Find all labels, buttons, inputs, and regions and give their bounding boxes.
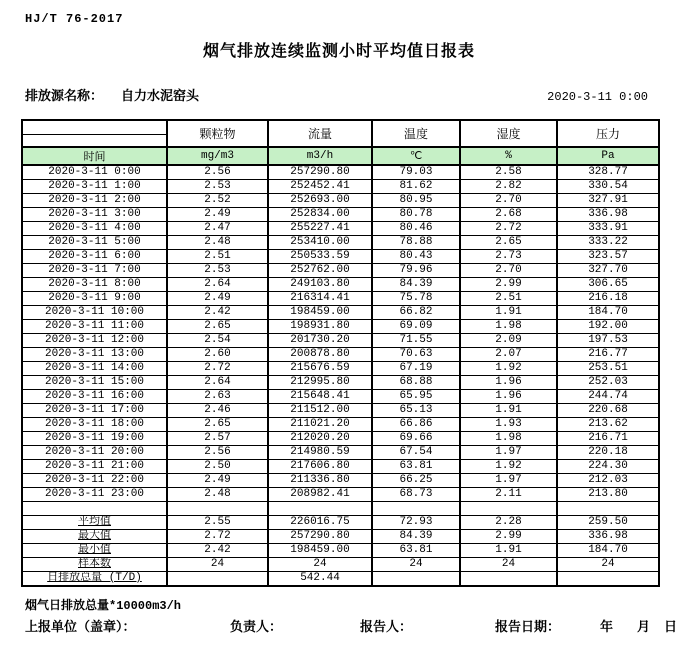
row-value: 67.54 [372,446,460,460]
row-value: 2.11 [460,488,557,502]
spacer-row [22,502,659,516]
row-value: 2.46 [167,404,268,418]
row-value: 84.39 [372,278,460,292]
header-row-top [22,120,659,134]
row-value: 197.53 [557,334,659,348]
row-value: 66.86 [372,418,460,432]
header-empty-cell-top [22,120,167,134]
row-value: 224.30 [557,460,659,474]
row-value: 323.57 [557,250,659,264]
summary-value: 24 [372,557,460,571]
row-value: 1.93 [460,418,557,432]
row-value: 252.03 [557,376,659,390]
row-value: 257290.80 [268,165,372,180]
row-time: 2020-3-11 5:00 [22,236,167,250]
row-value: 2.68 [460,208,557,222]
row-value: 2.82 [460,180,557,194]
table-row [22,292,659,306]
row-value: 212.03 [557,474,659,488]
row-value: 2.63 [167,390,268,404]
unit-pressure: Pa [557,147,659,165]
row-time: 2020-3-11 17:00 [22,404,167,418]
table-row [22,362,659,376]
row-value: 306.65 [557,278,659,292]
monitoring-table [21,119,660,587]
row-value: 216.71 [557,432,659,446]
summary-value: 1.91 [460,543,557,557]
row-value: 211512.00 [268,404,372,418]
row-value: 211021.20 [268,418,372,432]
row-time: 2020-3-11 8:00 [22,278,167,292]
summary-value: 72.93 [372,515,460,529]
row-value: 2.50 [167,460,268,474]
summary-row [22,571,659,586]
table-row [22,474,659,488]
source-line [25,85,199,104]
summary-row [22,515,659,529]
row-time: 2020-3-11 14:00 [22,362,167,376]
row-value: 2.56 [167,165,268,180]
row-time: 2020-3-11 10:00 [22,306,167,320]
row-value: 330.54 [557,180,659,194]
row-value: 220.18 [557,446,659,460]
row-value: 217606.80 [268,460,372,474]
row-value: 201730.20 [268,334,372,348]
signature-row [0,616,678,636]
row-value: 1.96 [460,376,557,390]
summary-value: 2.99 [460,529,557,543]
row-value: 2.54 [167,334,268,348]
row-value: 2.72 [460,222,557,236]
summary-value: 2.72 [167,529,268,543]
spacer-cell [460,502,557,516]
row-time: 2020-3-11 0:00 [22,165,167,180]
spacer-cell [372,502,460,516]
spacer-cell [557,502,659,516]
unit-particulate: mg/m3 [167,147,268,165]
summary-value [167,571,268,586]
row-value: 2.73 [460,250,557,264]
row-value: 2.53 [167,180,268,194]
col-header-pressure: 压力 [557,120,659,147]
row-value: 215648.41 [268,390,372,404]
row-value: 80.46 [372,222,460,236]
report-date-label: 报告日期： [495,619,561,635]
row-value: 252834.00 [268,208,372,222]
year-label: 年 [600,619,614,635]
summary-value: 2.55 [167,515,268,529]
row-value: 81.62 [372,180,460,194]
table-row [22,376,659,390]
row-value: 2.65 [460,236,557,250]
row-value: 2.52 [167,194,268,208]
summary-value: 184.70 [557,543,659,557]
summary-value: 63.81 [372,543,460,557]
col-header-temperature: 温度 [372,120,460,147]
total-emission-note: 烟气日排放总量*10000m3/h [25,598,182,613]
row-value: 208982.41 [268,488,372,502]
header-empty-cell-bottom [22,134,167,147]
row-value: 67.19 [372,362,460,376]
summary-row [22,529,659,543]
col-header-humidity: 湿度 [460,120,557,147]
summary-label: 最小值 [22,543,167,557]
summary-label: 平均值 [22,515,167,529]
row-value: 69.09 [372,320,460,334]
row-value: 75.78 [372,292,460,306]
row-value: 2.70 [460,194,557,208]
row-value: 2.56 [167,446,268,460]
summary-row [22,543,659,557]
table-row [22,432,659,446]
summary-value: 257290.80 [268,529,372,543]
summary-label: 样本数 [22,557,167,571]
reporting-unit-label: 上报单位（盖章）： [25,619,136,635]
row-value: 198459.00 [268,306,372,320]
row-time: 2020-3-11 13:00 [22,348,167,362]
row-value: 1.91 [460,306,557,320]
row-value: 1.92 [460,362,557,376]
row-value: 216314.41 [268,292,372,306]
reporter-label: 报告人： [360,619,413,635]
row-time: 2020-3-11 7:00 [22,264,167,278]
row-value: 327.91 [557,194,659,208]
table-row [22,320,659,334]
col-header-flow: 流量 [268,120,372,147]
summary-label: 最大值 [22,529,167,543]
row-time: 2020-3-11 3:00 [22,208,167,222]
table-row [22,165,659,180]
row-value: 216.18 [557,292,659,306]
row-value: 249103.80 [268,278,372,292]
row-value: 250533.59 [268,250,372,264]
row-value: 211336.80 [268,474,372,488]
summary-value [557,571,659,586]
row-value: 2.58 [460,165,557,180]
row-value: 213.80 [557,488,659,502]
row-time: 2020-3-11 6:00 [22,250,167,264]
row-value: 70.63 [372,348,460,362]
row-value: 80.95 [372,194,460,208]
time-column-label: 时间 [22,147,167,165]
row-value: 2.65 [167,320,268,334]
row-value: 2.53 [167,264,268,278]
row-value: 215676.59 [268,362,372,376]
row-value: 200878.80 [268,348,372,362]
table-row [22,180,659,194]
unit-humidity: % [460,147,557,165]
units-row [22,147,659,165]
row-value: 255227.41 [268,222,372,236]
summary-row [22,557,659,571]
row-value: 252693.00 [268,194,372,208]
row-value: 244.74 [557,390,659,404]
row-value: 333.22 [557,236,659,250]
month-label: 月 [637,619,651,635]
row-value: 220.68 [557,404,659,418]
row-time: 2020-3-11 11:00 [22,320,167,334]
row-value: 2.64 [167,376,268,390]
row-value: 68.88 [372,376,460,390]
row-time: 2020-3-11 15:00 [22,376,167,390]
row-value: 2.70 [460,264,557,278]
source-label: 排放源名称： [25,89,104,104]
row-value: 2.64 [167,278,268,292]
row-value: 2.49 [167,292,268,306]
report-datetime: 2020-3-11 0:00 [547,90,648,104]
row-value: 212995.80 [268,376,372,390]
row-value: 2.07 [460,348,557,362]
table-row [22,418,659,432]
summary-value: 24 [557,557,659,571]
row-value: 2.09 [460,334,557,348]
row-value: 184.70 [557,306,659,320]
spacer-cell [268,502,372,516]
row-value: 252762.00 [268,264,372,278]
summary-value: 24 [268,557,372,571]
table-row [22,250,659,264]
row-value: 212020.20 [268,432,372,446]
row-value: 69.66 [372,432,460,446]
table-row [22,488,659,502]
summary-value: 24 [460,557,557,571]
row-value: 79.03 [372,165,460,180]
col-header-particulate: 颗粒物 [167,120,268,147]
row-value: 1.98 [460,320,557,334]
summary-value: 542.44 [268,571,372,586]
row-value: 328.77 [557,165,659,180]
day-label: 日 [664,619,678,635]
row-value: 333.91 [557,222,659,236]
summary-value [460,571,557,586]
row-value: 2.51 [167,250,268,264]
row-value: 2.72 [167,362,268,376]
table-row [22,334,659,348]
row-value: 66.25 [372,474,460,488]
row-time: 2020-3-11 16:00 [22,390,167,404]
table-row [22,208,659,222]
row-value: 2.47 [167,222,268,236]
row-time: 2020-3-11 4:00 [22,222,167,236]
summary-label: 日排放总量 (T/D) [22,571,167,586]
responsible-person-label: 负责人： [230,619,283,635]
row-value: 1.96 [460,390,557,404]
report-subheader [25,85,648,104]
table-row [22,446,659,460]
summary-value: 2.28 [460,515,557,529]
source-name: 自力水泥窑头 [121,89,200,104]
row-value: 80.78 [372,208,460,222]
row-value: 79.96 [372,264,460,278]
row-value: 2.48 [167,236,268,250]
row-value: 2.48 [167,488,268,502]
summary-value: 198459.00 [268,543,372,557]
row-time: 2020-3-11 22:00 [22,474,167,488]
row-value: 336.98 [557,208,659,222]
row-value: 214980.59 [268,446,372,460]
row-value: 2.60 [167,348,268,362]
row-value: 71.55 [372,334,460,348]
summary-value: 84.39 [372,529,460,543]
table-row [22,222,659,236]
summary-value: 259.50 [557,515,659,529]
row-value: 253410.00 [268,236,372,250]
row-time: 2020-3-11 20:00 [22,446,167,460]
row-value: 2.57 [167,432,268,446]
summary-value: 2.42 [167,543,268,557]
row-value: 216.77 [557,348,659,362]
row-value: 63.81 [372,460,460,474]
table-row [22,236,659,250]
row-time: 2020-3-11 21:00 [22,460,167,474]
row-value: 192.00 [557,320,659,334]
row-value: 2.99 [460,278,557,292]
row-value: 252452.41 [268,180,372,194]
row-value: 2.49 [167,208,268,222]
spacer-cell [167,502,268,516]
row-value: 213.62 [557,418,659,432]
row-value: 65.13 [372,404,460,418]
unit-flow: m3/h [268,147,372,165]
row-value: 2.42 [167,306,268,320]
row-value: 80.43 [372,250,460,264]
row-value: 1.91 [460,404,557,418]
summary-value: 336.98 [557,529,659,543]
row-value: 1.97 [460,474,557,488]
row-value: 2.49 [167,474,268,488]
row-time: 2020-3-11 18:00 [22,418,167,432]
table-row [22,390,659,404]
row-time: 2020-3-11 23:00 [22,488,167,502]
table-row [22,264,659,278]
table-row [22,460,659,474]
row-value: 198931.80 [268,320,372,334]
row-time: 2020-3-11 9:00 [22,292,167,306]
row-value: 1.92 [460,460,557,474]
table-row [22,278,659,292]
table-row [22,348,659,362]
row-time: 2020-3-11 19:00 [22,432,167,446]
standard-code: HJ/T 76-2017 [25,12,124,26]
table-row [22,306,659,320]
row-value: 68.73 [372,488,460,502]
row-value: 78.88 [372,236,460,250]
row-value: 65.95 [372,390,460,404]
row-time: 2020-3-11 2:00 [22,194,167,208]
row-value: 2.51 [460,292,557,306]
row-value: 1.97 [460,446,557,460]
summary-value: 226016.75 [268,515,372,529]
page-title: 烟气排放连续监测小时平均值日报表 [202,43,475,61]
row-value: 1.98 [460,432,557,446]
summary-value: 24 [167,557,268,571]
row-time: 2020-3-11 1:00 [22,180,167,194]
unit-temperature: ℃ [372,147,460,165]
spacer-cell [22,502,167,516]
summary-value [372,571,460,586]
row-time: 2020-3-11 12:00 [22,334,167,348]
table-row [22,194,659,208]
row-value: 253.51 [557,362,659,376]
row-value: 327.70 [557,264,659,278]
row-value: 2.65 [167,418,268,432]
row-value: 66.82 [372,306,460,320]
table-row [22,404,659,418]
